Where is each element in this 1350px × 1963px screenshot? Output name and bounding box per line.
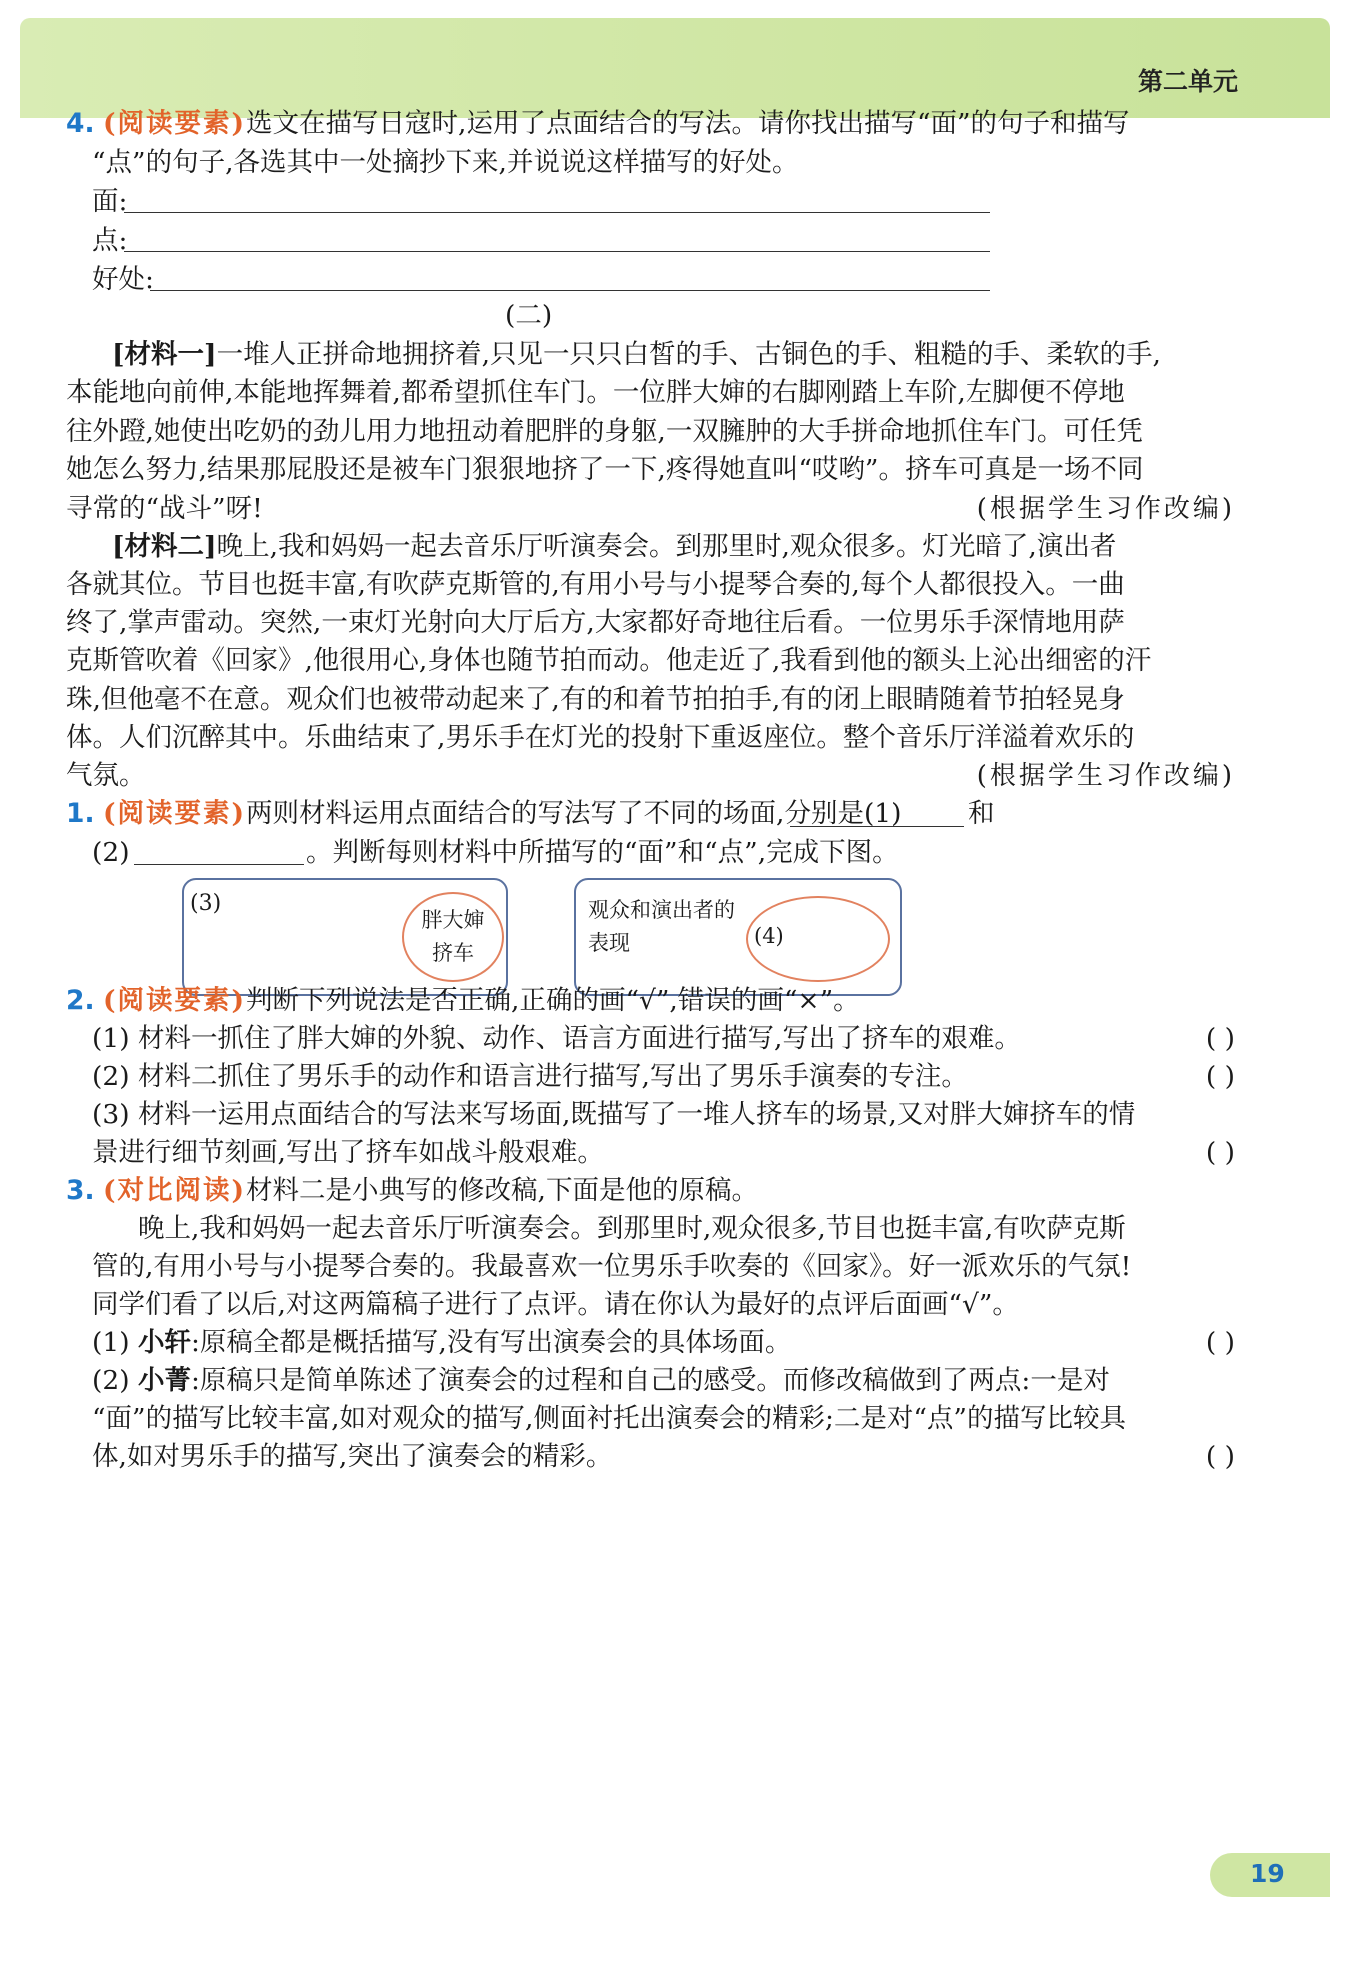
q4-line2: “点”的句子,各选其中一处摘抄下来,并说说这样描写的好处。 [92, 147, 799, 178]
q1-he: 和 [968, 798, 995, 829]
q2-number: 2. [66, 985, 95, 1016]
material2-line6: 体。人们沉醉其中。乐曲结束了,男乐手在灯光的投射下重返座位。整个音乐厅洋溢着欢乐的 [66, 722, 1135, 753]
q2-item2-answer[interactable]: ( ) [1205, 1061, 1235, 1092]
material2-source: (根据学生习作改编) [976, 761, 1235, 791]
q1-tag: (阅读要素) [102, 798, 247, 829]
diagram-box1-ellipse-line1: 胖大婶 [421, 908, 485, 932]
material1-line3: 往外蹬,她使出吃奶的劲儿用力地扭动着肥胖的身躯,一双臃肿的大手拼命地抓住车门。可任凭 [66, 416, 1143, 447]
material2-line3: 终了,掌声雷动。突然,一束灯光射向大厅后方,大家都好奇地往后看。一位男乐手深情地用萨 [66, 607, 1125, 638]
material1-line5: 寻常的“战斗”呀! [66, 493, 263, 524]
material1-source: (根据学生习作改编) [976, 494, 1235, 524]
q4-label-mian: 面: [92, 186, 128, 217]
q3-comment2: (2) 小菁:原稿只是简单陈述了演奏会的过程和自己的感受。而修改稿做到了两点:一是对 [92, 1365, 1110, 1396]
material2-line4: 克斯管吹着《回家》,他很用心,身体也随节拍而动。他走近了,我看到他的额头上沁出细密的汗 [66, 645, 1152, 676]
diagram-box1-ellipse [402, 892, 504, 982]
q4-text-1: 选文在描写日寇时,运用了点面结合的写法。请你找出描写“面”的句子和描写 [246, 108, 1130, 139]
diagram-box1-ellipse-line2: 挤车 [432, 941, 474, 965]
material1-line1: [材料一]一堆人正拼命地拥挤着,只见一只只白皙的手、古铜色的手、粗糙的手、柔软的手, [112, 339, 1161, 370]
material1-label: [材料一] [112, 339, 217, 370]
diagram-box1-label[interactable]: (3) [190, 891, 222, 916]
q3-comment2-line2: “面”的描写比较丰富,如对观众的描写,侧面衬托出演奏会的精彩;二是对“点”的描写比较具 [92, 1403, 1126, 1434]
q2-tag: (阅读要素) [102, 985, 247, 1016]
q2-item3-answer[interactable]: ( ) [1205, 1137, 1235, 1168]
q1-line2-rest: 。判断每则材料中所描写的“面”和“点”,完成下图。 [306, 837, 899, 868]
q1-line1: 1. (阅读要素)两则材料运用点面结合的写法写了不同的场面,分别是(1) [66, 798, 902, 829]
q3-comment1-name: 小轩 [137, 1327, 191, 1358]
q4-answer-mian[interactable] [124, 212, 990, 213]
q1-answer-1[interactable] [790, 826, 964, 827]
q3-draft-line1: 晚上,我和妈妈一起去音乐厅听演奏会。到那里时,观众很多,节目也挺丰富,有吹萨克斯 [138, 1213, 1126, 1244]
q2-line1: 2. (阅读要素)判断下列说法是否正确,正确的画“√”,错误的画“×”。 [66, 985, 860, 1016]
q4-number: 4. [66, 108, 95, 139]
q1-answer-2[interactable] [134, 864, 304, 865]
q2-item3: (3) 材料一运用点面结合的写法来写场面,既描写了一堆人挤车的场景,又对胖大婶挤车的情 [92, 1099, 1136, 1130]
q2-item1-answer[interactable]: ( ) [1205, 1023, 1235, 1054]
diagram-box2-text-line2: 表现 [588, 931, 630, 955]
q2-item1: (1) 材料一抓住了胖大婶的外貌、动作、语言方面进行描写,写出了挤车的艰难。 [92, 1023, 1021, 1054]
material2-line2: 各就其位。节目也挺丰富,有吹萨克斯管的,有用小号与小提琴合奏的,每个人都很投入。一曲 [66, 569, 1125, 600]
q4-label-haochu: 好处: [92, 264, 154, 295]
q3-line1: 3. (对比阅读)材料二是小典写的修改稿,下面是他的原稿。 [66, 1175, 758, 1206]
q3-tag: (对比阅读) [102, 1175, 247, 1206]
page-number: 19 [1250, 1859, 1285, 1888]
q4-answer-haochu[interactable] [150, 290, 990, 291]
q3-comment2-line3: 体,如对男乐手的描写,突出了演奏会的精彩。 [92, 1441, 613, 1472]
q3-comment2-answer[interactable]: ( ) [1205, 1441, 1235, 1472]
material2-line1: [材料二]晚上,我和妈妈一起去音乐厅听演奏会。到那里时,观众很多。灯光暗了,演出者 [112, 531, 1117, 562]
q2-item2: (2) 材料二抓住了男乐手的动作和语言进行描写,写出了男乐手演奏的专注。 [92, 1061, 968, 1092]
material2-label: [材料二] [112, 531, 217, 562]
q1-line2-start: (2) [92, 837, 130, 868]
q4-answer-dian[interactable] [124, 251, 990, 252]
q3-comment1: (1) 小轩:原稿全都是概括描写,没有写出演奏会的具体场面。 [92, 1327, 792, 1358]
q2-item3-line2: 景进行细节刻画,写出了挤车如战斗般艰难。 [92, 1137, 604, 1168]
diagram-box2-text-line1: 观众和演出者的 [588, 898, 735, 922]
q3-draft-line2: 管的,有用小号与小提琴合奏的。我最喜欢一位男乐手吹奏的《回家》。好一派欢乐的气氛! [92, 1251, 1132, 1282]
q3-number: 3. [66, 1175, 95, 1206]
material1-line4: 她怎么努力,结果那屁股还是被车门狠狠地挤了一下,疼得她直叫“哎哟”。挤车可真是一场不同 [66, 454, 1144, 485]
diagram-box2-ellipse [746, 896, 890, 982]
q3-comment2-name: 小菁 [137, 1365, 191, 1396]
q4-tag: (阅读要素) [102, 108, 247, 139]
material2-line7: 气氛。 [66, 760, 146, 791]
section-title: (二) [505, 300, 553, 331]
q3-comment1-answer[interactable]: ( ) [1205, 1327, 1235, 1358]
material2-line5: 珠,但他毫不在意。观众们也被带动起来了,有的和着节拍拍手,有的闭上眼睛随着节拍轻晃身 [66, 684, 1125, 715]
q4-label-dian: 点: [92, 225, 128, 256]
q3-instruction: 同学们看了以后,对这两篇稿子进行了点评。请在你认为最好的点评后面画“√”。 [92, 1289, 1019, 1320]
page-number-badge [1210, 1853, 1330, 1897]
diagram-box2-ellipse-label[interactable]: (4) [754, 924, 784, 948]
unit-title: 第二单元 [1137, 67, 1238, 96]
material1-line2: 本能地向前伸,本能地挥舞着,都希望抓住车门。一位胖大婶的右脚刚踏上车阶,左脚便不停地 [66, 377, 1125, 408]
q1-number: 1. [66, 798, 95, 829]
